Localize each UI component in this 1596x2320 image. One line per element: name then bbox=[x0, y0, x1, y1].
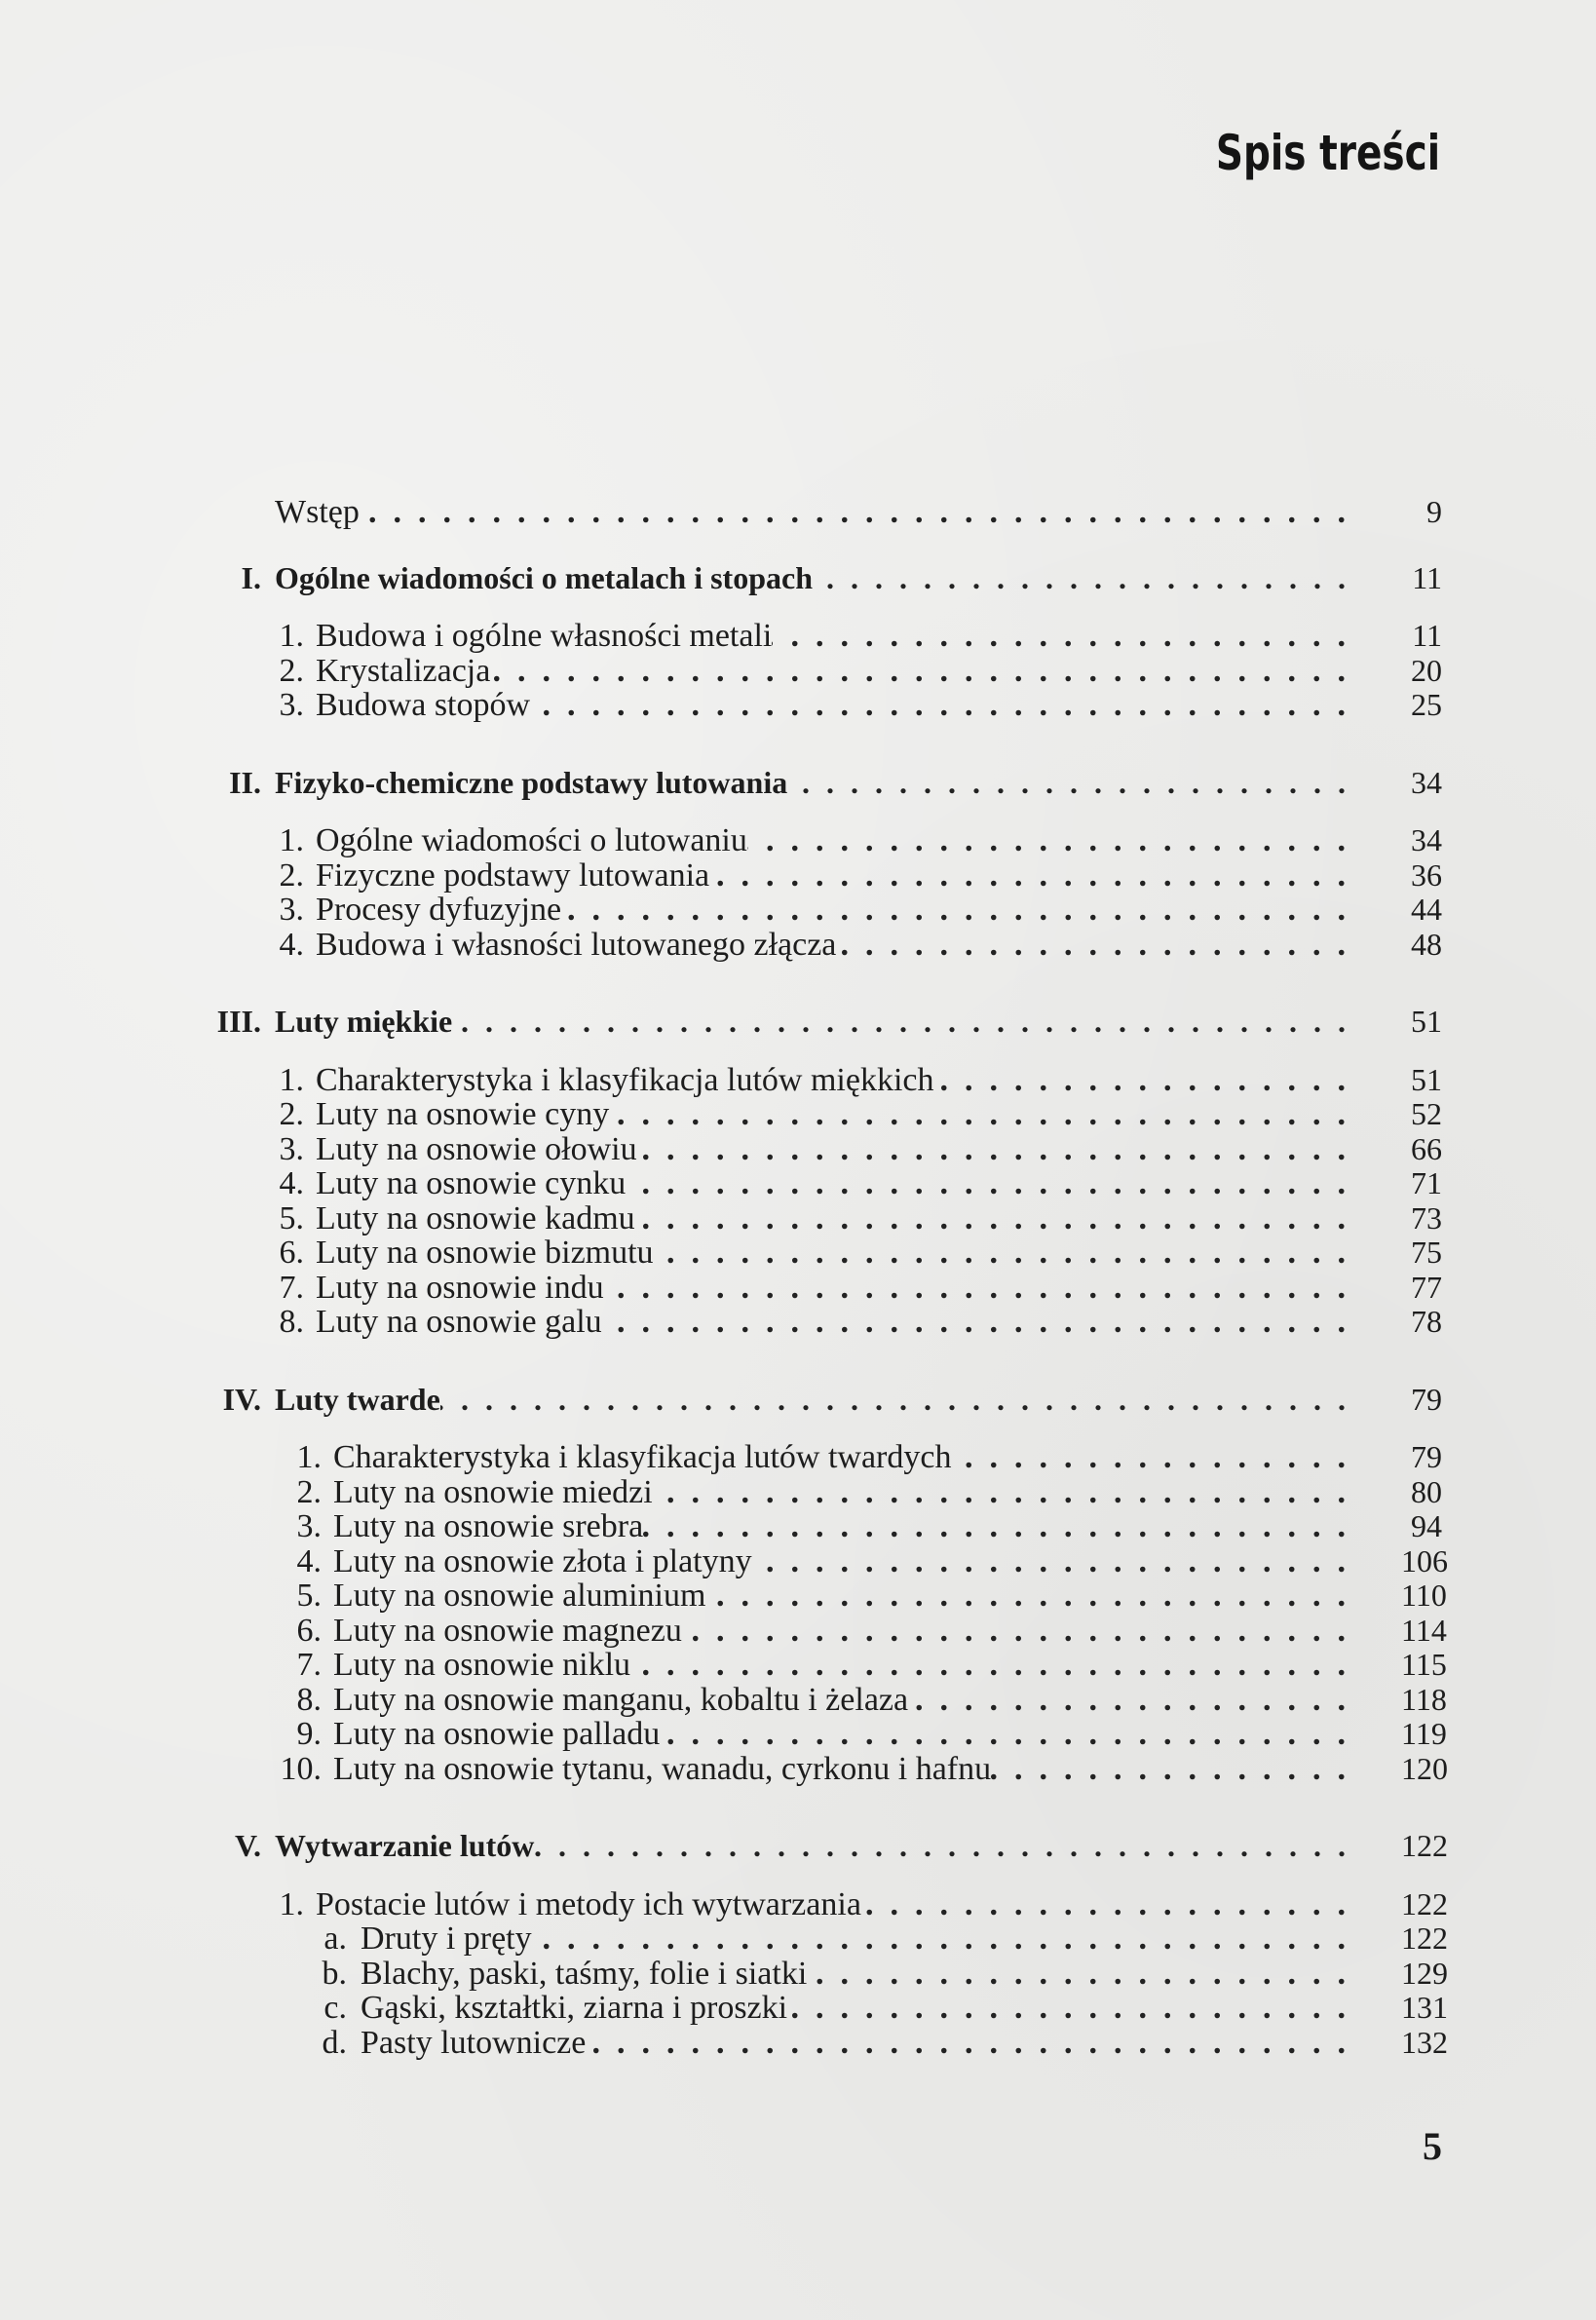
toc-entry-number: 1. bbox=[279, 1061, 304, 1098]
toc-entry-number: 3. bbox=[279, 1130, 304, 1167]
toc-subentry-letter: b. bbox=[322, 1955, 347, 1992]
leader-dots bbox=[586, 2026, 1362, 2061]
toc-entry-page: 51 bbox=[1411, 1061, 1442, 1097]
toc-subentry-label: Blachy, paski, taśmy, folie i siatki bbox=[361, 1955, 808, 1992]
leader-dots bbox=[440, 1383, 1362, 1418]
toc-chapter-1 bbox=[185, 561, 1442, 596]
toc-chapter-label: Luty miękkie bbox=[275, 1004, 453, 1039]
toc-entry-page: 25 bbox=[1411, 687, 1442, 722]
toc-entry-number: 3. bbox=[279, 687, 304, 723]
toc-subentry-label: Gąski, kształtki, ziarna i proszki bbox=[361, 1990, 788, 2026]
toc-chapter-2 bbox=[185, 766, 1442, 801]
leader-dots bbox=[643, 1509, 1362, 1544]
toc-entry-page: 48 bbox=[1411, 926, 1442, 962]
leader-dots bbox=[532, 1921, 1362, 1957]
toc-entry bbox=[185, 654, 1442, 689]
toc-entry-page: 122 bbox=[1401, 1885, 1448, 1921]
toc-entry-number: 6. bbox=[279, 1235, 304, 1271]
toc-entry-number: 1. bbox=[279, 1885, 304, 1922]
toc-entry bbox=[185, 1132, 1442, 1167]
toc-entry-page: 11 bbox=[1412, 618, 1442, 653]
toc-chapter-label: Ogólne wiadomości o metalach i stopach bbox=[275, 559, 813, 595]
toc-entry-page: 80 bbox=[1411, 1473, 1442, 1509]
toc-entry-label: Budowa stopów bbox=[316, 687, 531, 723]
toc-chapter-number: I. bbox=[241, 559, 261, 595]
leader-dots bbox=[604, 1271, 1362, 1306]
toc-entry-label: Luty na osnowie tytanu, wanadu, cyrkonu i hafnu bbox=[333, 1750, 992, 1787]
leader-dots bbox=[836, 928, 1362, 963]
toc-entry-label: Luty na osnowie ołowiu bbox=[316, 1130, 637, 1167]
toc-entry-page: 73 bbox=[1411, 1199, 1442, 1236]
toc-entry bbox=[185, 619, 1442, 654]
leader-dots bbox=[747, 823, 1362, 858]
toc-entry-number: 1. bbox=[279, 618, 304, 654]
leader-dots bbox=[813, 561, 1362, 596]
toc-entry-number: 10. bbox=[280, 1750, 322, 1787]
leader-dots bbox=[561, 893, 1362, 928]
leader-dots bbox=[626, 1166, 1362, 1201]
leader-dots bbox=[705, 1578, 1362, 1614]
leader-dots bbox=[630, 1648, 1362, 1683]
toc-entry-number: 4. bbox=[279, 1165, 304, 1201]
toc-entry-page: 115 bbox=[1401, 1647, 1447, 1682]
toc-entry-label: Luty na osnowie palladu bbox=[333, 1716, 661, 1752]
toc-entry-page: 110 bbox=[1401, 1578, 1447, 1613]
leader-dots bbox=[490, 654, 1362, 689]
toc-entry-label: Procesy dyfuzyjne bbox=[316, 892, 562, 928]
toc-entry-number: 8. bbox=[296, 1681, 322, 1718]
toc-entry-number: 3. bbox=[279, 892, 304, 928]
toc-entry bbox=[185, 1475, 1442, 1510]
toc-subentry-page: 122 bbox=[1401, 1921, 1448, 1956]
toc-entry bbox=[185, 928, 1442, 963]
toc-chapter-page: 34 bbox=[1411, 764, 1442, 800]
toc-subentry-page: 132 bbox=[1401, 2024, 1448, 2060]
toc-entry-number: 9. bbox=[296, 1716, 322, 1752]
toc-subentry-label: Pasty lutownicze bbox=[361, 2024, 587, 2061]
toc-chapter-number: II. bbox=[229, 764, 261, 800]
toc-entry-number: 2. bbox=[279, 1096, 304, 1132]
toc-entry-label: Charakterystyka i klasyfikacja lutów twardych bbox=[333, 1439, 952, 1475]
toc-chapter-page: 51 bbox=[1411, 1004, 1442, 1039]
leader-dots bbox=[609, 1097, 1362, 1132]
toc-entry-page: 118 bbox=[1401, 1681, 1447, 1717]
leader-dots bbox=[933, 1063, 1362, 1098]
toc-entry bbox=[185, 1612, 1447, 1649]
toc-entry-label: Luty na osnowie magnezu bbox=[333, 1612, 682, 1649]
toc-entry-label: Charakterystyka i klasyfikacja lutów miękkich bbox=[316, 1061, 934, 1098]
toc-entry-page: 34 bbox=[1411, 822, 1442, 857]
toc-chapter-label: Luty twarde bbox=[275, 1381, 440, 1417]
toc-entry-label: Postacie lutów i metody ich wytwarzania bbox=[316, 1885, 861, 1922]
toc-entry-label: Luty na osnowie niklu bbox=[333, 1647, 631, 1683]
toc-entry bbox=[185, 893, 1442, 928]
leader-dots bbox=[637, 1132, 1362, 1167]
toc-entry-page: 106 bbox=[1401, 1542, 1448, 1578]
leader-dots bbox=[602, 1305, 1362, 1340]
toc-entry bbox=[185, 1063, 1442, 1098]
toc-entry-label: Budowa i ogólne własności metali bbox=[316, 618, 773, 654]
table-of-contents bbox=[185, 494, 1448, 2061]
page-number: 5 bbox=[1423, 2124, 1442, 2168]
page-title: Spis treści bbox=[1215, 125, 1440, 181]
toc-entry-number: 6. bbox=[296, 1612, 322, 1649]
toc-entry-page: 66 bbox=[1411, 1130, 1442, 1166]
toc-entry bbox=[185, 1578, 1447, 1614]
toc-chapter-number: IV. bbox=[222, 1381, 261, 1417]
toc-chapter-3 bbox=[185, 1005, 1442, 1040]
toc-entry bbox=[185, 1750, 1448, 1787]
toc-entry bbox=[185, 1201, 1442, 1236]
toc-subentry-letter: c. bbox=[323, 1990, 347, 2026]
toc-entry-page: 94 bbox=[1411, 1508, 1442, 1543]
toc-entry bbox=[185, 1305, 1442, 1340]
toc-entry bbox=[185, 1885, 1448, 1922]
toc-entry-label: Fizyczne podstawy lutowania bbox=[316, 856, 710, 894]
toc-subentry-letter: a. bbox=[323, 1921, 347, 1957]
toc-entry bbox=[185, 823, 1442, 858]
toc-entry-label: Luty na osnowie cyny bbox=[316, 1096, 610, 1132]
toc-subentry bbox=[185, 2024, 1448, 2061]
toc-entry-label: Luty na osnowie galu bbox=[316, 1304, 602, 1340]
toc-entry-page: 120 bbox=[1401, 1750, 1448, 1786]
toc-entry-label: Luty na osnowie indu bbox=[316, 1269, 604, 1306]
toc-entry-number: 1. bbox=[279, 822, 304, 858]
toc-entry-label: Luty na osnowie manganu, kobaltu i żelaza bbox=[333, 1681, 909, 1718]
leader-dots bbox=[654, 1236, 1362, 1271]
leader-dots bbox=[360, 495, 1362, 530]
toc-entry-page: 9 bbox=[1426, 494, 1442, 529]
toc-entry bbox=[185, 858, 1442, 894]
toc-subentry-page: 131 bbox=[1401, 1990, 1448, 2025]
toc-entry-number: 3. bbox=[296, 1508, 322, 1544]
leader-dots bbox=[807, 1957, 1362, 1992]
leader-dots bbox=[951, 1440, 1362, 1475]
toc-chapter-5 bbox=[185, 1828, 1448, 1864]
toc-entry-page: 75 bbox=[1411, 1235, 1442, 1270]
leader-dots bbox=[787, 1991, 1362, 2026]
leader-dots bbox=[908, 1683, 1362, 1718]
leader-dots bbox=[682, 1614, 1362, 1649]
toc-entry-page: 77 bbox=[1411, 1269, 1442, 1305]
leader-dots bbox=[635, 1201, 1362, 1236]
toc-entry-page: 119 bbox=[1401, 1716, 1447, 1751]
toc-entry-number: 2. bbox=[279, 856, 304, 894]
toc-entry bbox=[185, 688, 1442, 723]
toc-entry-number: 7. bbox=[279, 1269, 304, 1306]
toc-chapter-label: Fizyko-chemiczne podstawy lutowania bbox=[275, 764, 788, 800]
leader-dots bbox=[787, 766, 1362, 801]
toc-entry bbox=[185, 1271, 1442, 1306]
toc-subentry-page: 129 bbox=[1401, 1955, 1448, 1991]
toc-entry-number: 2. bbox=[279, 652, 304, 689]
toc-chapter-number: III. bbox=[216, 1004, 261, 1039]
toc-entry bbox=[185, 1236, 1442, 1271]
toc-entry bbox=[185, 1716, 1447, 1752]
toc-chapter-page: 11 bbox=[1412, 559, 1442, 595]
toc-entry-page: 71 bbox=[1411, 1165, 1442, 1200]
toc-entry-page: 20 bbox=[1411, 652, 1442, 688]
toc-entry-number: 4. bbox=[279, 926, 304, 963]
toc-entry-label: Krystalizacja bbox=[316, 652, 491, 689]
toc-subentry-letter: d. bbox=[322, 2024, 347, 2061]
toc-entry bbox=[185, 1440, 1442, 1475]
toc-entry-label: Budowa i własności lutowanego złącza bbox=[316, 926, 837, 963]
toc-entry-number: 2. bbox=[296, 1473, 322, 1510]
toc-entry bbox=[185, 1542, 1448, 1579]
leader-dots bbox=[534, 1829, 1362, 1864]
toc-chapter-4 bbox=[185, 1383, 1442, 1418]
toc-entry-page: 79 bbox=[1411, 1439, 1442, 1474]
toc-entry-label: Luty na osnowie aluminium bbox=[333, 1578, 706, 1614]
toc-entry-number: 7. bbox=[296, 1647, 322, 1683]
toc-entry-label: Luty na osnowie kadmu bbox=[316, 1199, 635, 1236]
toc-chapter-label: Wytwarzanie lutów bbox=[275, 1828, 535, 1863]
toc-entry bbox=[185, 1166, 1442, 1201]
toc-chapter-number: V. bbox=[235, 1828, 261, 1863]
toc-entry-number: 1. bbox=[296, 1439, 322, 1475]
toc-entry-label: Luty na osnowie srebra bbox=[333, 1508, 644, 1544]
toc-chapter-page: 79 bbox=[1411, 1381, 1442, 1417]
toc-subentry bbox=[185, 1921, 1448, 1957]
leader-dots bbox=[530, 688, 1362, 723]
toc-entry-label: Ogólne wiadomości o lutowaniu bbox=[316, 822, 747, 858]
toc-entry-label: Luty na osnowie bizmutu bbox=[316, 1235, 654, 1271]
toc-entry bbox=[185, 1509, 1442, 1544]
toc-entry-number: 5. bbox=[279, 1199, 304, 1236]
leader-dots bbox=[772, 619, 1362, 654]
toc-entry-page: 44 bbox=[1411, 892, 1442, 927]
leader-dots bbox=[653, 1475, 1362, 1510]
toc-subentry bbox=[185, 1955, 1448, 1992]
leader-dots bbox=[709, 858, 1362, 894]
toc-chapter-page: 122 bbox=[1401, 1828, 1448, 1863]
leader-dots bbox=[991, 1752, 1362, 1787]
toc-entry-page: 78 bbox=[1411, 1304, 1442, 1339]
toc-entry bbox=[185, 1097, 1442, 1132]
toc-subentry bbox=[185, 1990, 1448, 2026]
toc-entry bbox=[185, 1681, 1447, 1718]
toc-entry-label: Wstęp bbox=[275, 494, 360, 530]
toc-entry-label: Luty na osnowie cynku bbox=[316, 1165, 627, 1201]
toc-subentry-label: Druty i pręty bbox=[361, 1921, 532, 1957]
toc-entry-page: 36 bbox=[1411, 856, 1442, 893]
toc-entry bbox=[185, 1647, 1447, 1683]
leader-dots bbox=[660, 1717, 1362, 1752]
toc-entry-label: Luty na osnowie złota i platyny bbox=[333, 1542, 752, 1579]
toc-entry-page: 114 bbox=[1401, 1612, 1447, 1648]
toc-entry-page: 52 bbox=[1411, 1096, 1442, 1131]
leader-dots bbox=[752, 1544, 1362, 1579]
toc-entry-number: 8. bbox=[279, 1304, 304, 1340]
leader-dots bbox=[452, 1005, 1362, 1040]
toc-entry-number: 5. bbox=[296, 1578, 322, 1614]
toc-entry-label: Luty na osnowie miedzi bbox=[333, 1473, 653, 1510]
leader-dots bbox=[861, 1887, 1362, 1922]
toc-entry-intro bbox=[185, 495, 1442, 530]
toc-entry-number: 4. bbox=[296, 1542, 322, 1579]
